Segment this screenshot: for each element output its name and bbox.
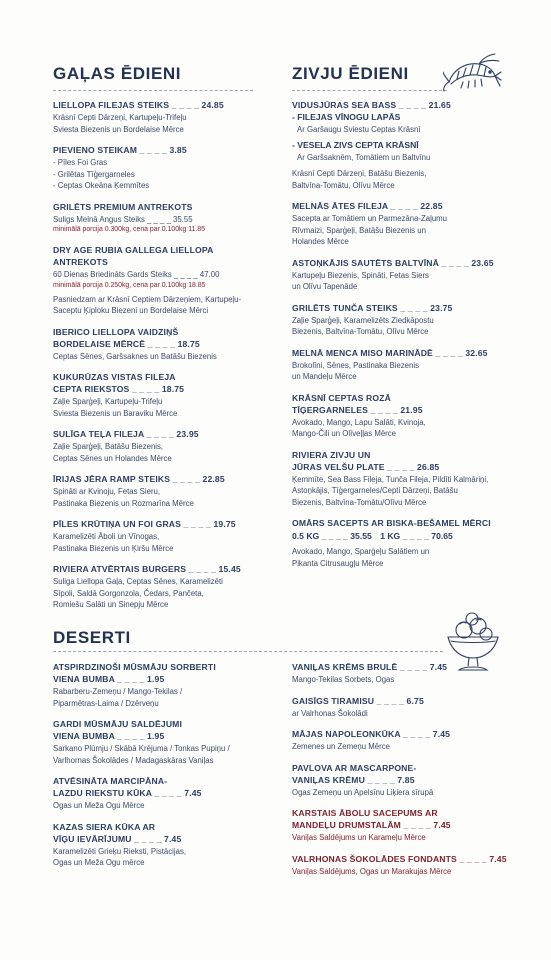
meat-column: [53, 99, 268, 620]
menu-item: [53, 718, 268, 766]
item-name: GRILĒTS PREMIUM ANTREKOTS: [53, 201, 193, 212]
item-desc: ar Valrhonas Šokolādi: [292, 708, 368, 718]
item-desc: Mango-Tekilas Sorbets, Ogas: [292, 675, 395, 684]
item-desc: Avokado, Mango, Lapu Salāti, Kvinoja, Mango-Čili un Olīveļļas Mērce: [292, 417, 426, 438]
menu-item: [292, 302, 517, 338]
item-name: ATVĒSINĀTA MARCIPĀNA- LAZDU RIEKSTU KŪKA _ _ _ _ 7.45: [53, 776, 202, 798]
item-option-desc: Ar Garšaugu Sviestu Ceptas Krāsnī: [297, 125, 421, 134]
item-name: KRĀSNĪ CEPTAS ROZĀ TĪĢERGARNELES _ _ _ _ 21.95: [292, 392, 423, 415]
item-desc: 60 Dienas Briedināts Gards Steiks _ _ _ _ 47.00: [53, 270, 220, 279]
menu-item: [292, 762, 517, 799]
item-name: PAVLOVA AR MASCARPONE- VANIĻAS KRĒMU _ _ _ _ 7.85: [292, 762, 417, 785]
item-desc: Zaļie Sparģeļi, Kartupeļu-Trifeļu Sviesta Biezenis un Baraviku Mērce: [53, 397, 178, 418]
meat-title-divider: [53, 90, 253, 91]
item-desc: Ceptas Sēnes, Garšsaknes un Batāšu Biezenis: [53, 351, 217, 361]
item-name: ASTOŅKĀJIS SAUTĒTS BALTVĪNĀ _ _ _ _ 23.65: [292, 257, 494, 268]
item-name: DRY AGE RUBIA GALLEGA LIELLOPA ANTREKOTS: [53, 245, 214, 267]
shrimp-icon: [443, 52, 503, 92]
item-name: PĪLES KRŪTIŅA UN FOI GRAS _ _ _ _ 19.75: [53, 519, 236, 529]
menu-item: [53, 201, 268, 236]
menu-item: [53, 99, 268, 135]
item-desc: Ķemmīte, Sea Bass Fileja, Tunča Fileja, Pildīti Kalmāriņi, Astoņkājis, Tīģergarneles/Cepti Dārzeņi, Batāšu Biezenis, Baltvīna-Tomātu/Olīvu Mērce: [292, 474, 489, 507]
item-name: GARDI MŪSMĀJU SALDĒJUMI VIENA BUMBA _ _ _ _ 1.95: [53, 719, 183, 741]
item-name: VANIĻAS KRĒMS BRULĒ _ _ _ _ 7.45: [292, 662, 448, 672]
item-desc: Karamelizēti Āboli un Vīnogas, Pastinaka Biezenis un Ķiršu Mērce: [53, 532, 174, 553]
item-desc: Sarkano Plūmju / Skābā Krējuma / Tonkas Pupiņu / Varlhornas Šokolādes / Madagaskāras Vaniļas: [53, 744, 230, 765]
item-name: OMĀRS SACEPTS AR BISKA-BEŠAMEL MĒRCI: [292, 518, 491, 528]
item-desc: Avokado, Mango, Sparģeļu Salātiem un Pikanta Citrusaugļu Mērce: [292, 547, 430, 568]
item-desc: Vaniļas Saldējums un Karameļu Mērce: [292, 833, 426, 842]
menu-item: [292, 517, 517, 569]
item-desc: Zaļie Sparģeļi, Karamelizēts Ziedkāpostu Biezenis, Baltvīna-Tomātu, Olīvu Mērce: [292, 315, 434, 336]
item-desc: Brokolīni, Sēnes, Pastinaka Biezenis un Mandeļu Mērce: [292, 360, 419, 381]
item-desc-extra: Pasniedzam ar Krāsnī Ceptiem Dārzeņiem, Kartupeļu- Saceptu Ķiploku Biezeni un Bordelaise Mērci: [53, 294, 242, 315]
item-desc: - Pīles Foi Gras - Grilētas Tīģergarneles - Ceptas Okeāna Ķemmītes: [53, 158, 150, 190]
item-name: MĀJAS NAPOLEONKŪKA _ _ _ _ 7.45: [292, 729, 451, 739]
item-name: MELNĀ MENCA MISO MARINĀDĒ _ _ _ _ 32.65: [292, 347, 488, 358]
item-name: VIDUSJŪRAS SEA BASS _ _ _ _ 21.65: [292, 100, 451, 110]
item-name: SULĪGA TEĻA FILEJA _ _ _ _ 23.95: [53, 429, 199, 439]
menu-item: [292, 257, 517, 293]
menu-item: [53, 518, 268, 554]
item-price-row: [292, 529, 517, 543]
item-name: ATSPIRDZINOŠI MŪSMĀJU SORBERTI VIENA BUMBA _ _ _ _ 1.95: [53, 662, 216, 684]
item-name: RIVIERA ATVĒRTAIS BURGERS _ _ _ _ 15.45: [53, 564, 241, 574]
desserts-left-column: [53, 661, 268, 878]
menu-item: [292, 695, 517, 720]
item-option-name: - VESELA ZIVS CEPTA KRĀSNĪ: [292, 139, 419, 150]
menu-item: [53, 661, 268, 709]
desserts-title-divider: [53, 651, 443, 652]
item-option-desc: Ar Garšsaknēm, Tomātiem un Baltvīnu: [297, 152, 431, 162]
item-desc: Ogas un Meža Ogu Mērce: [53, 801, 145, 810]
item-desc: Zemenes un Zemeņu Mērce: [292, 742, 390, 751]
item-desc: Zaļie Sparģeļi, Batāšu Biezenis, Ceptas Sēnes un Holandes Mērce: [53, 442, 172, 463]
item-name: PIEVIENO STEIKAM _ _ _ _ 3.85: [53, 145, 187, 155]
fish-section-title: ZIVJU ĒDIENI: [292, 64, 409, 83]
item-name: ĪRIJAS JĒRA RAMP STEIKS _ _ _ _ 22.85: [53, 474, 225, 484]
menu-item-featured: [292, 853, 517, 878]
menu-item: [292, 728, 517, 753]
menu-item: [292, 200, 517, 248]
item-name: RIVIERA ZIVJU UN JŪRAS VELŠU PLATE _ _ _ _ 26.85: [292, 449, 440, 472]
menu-item: [53, 144, 268, 192]
menu-item-featured: [292, 807, 517, 844]
item-note: minimālā porcija 0.300kg, cena par 0.100kg 11.85: [53, 226, 205, 233]
item-name: LIELLOPA FILEJAS STEIKS _ _ _ _ 24.85: [53, 100, 224, 110]
item-desc: Krāsnī Cepti Dārzeņi, Kartupeļu-Trifeļu Sviesta Biezenis un Bordelaise Mērce: [53, 113, 187, 134]
menu-item: [292, 392, 517, 440]
desserts-right-column: [292, 661, 517, 886]
item-name: VALRHONAS ŠOKOLĀDES FONDANTS _ _ _ _ 7.45: [292, 853, 507, 864]
item-name: KARSTAIS ĀBOLU SACEPUMS AR MANDEĻU DRUMSTALĀM _ _ _ _ 7.45: [292, 808, 451, 830]
menu-item: [292, 661, 517, 686]
menu-item: [292, 99, 517, 191]
menu-item: [53, 563, 268, 611]
item-name: KUKURŪZAS VISTAS FILEJA CEPTA RIEKSTOS _ _ _ _ 18.75: [53, 372, 185, 394]
item-name: GRILĒTS TUNČA STEIKS _ _ _ _ 23.75: [292, 302, 453, 313]
menu-item: [53, 821, 268, 869]
item-desc: Karamelizēti Grieķu Rieksti, Pistācijas, Ogas un Meža Ogu mērce: [53, 846, 187, 867]
item-desc: Rabarberu-Zemeņu / Mango-Tekilas / Piparmētras-Laima / Dzērveņu: [53, 687, 183, 708]
price-option: 1 KG _ _ _ _ 70.65: [380, 531, 453, 541]
item-desc: Vaniļas Saldējums, Ogas un Marakujas Mērce: [292, 866, 452, 876]
item-desc: Suliga Liellopa Gaļa, Ceptas Sēnes, Karamelizēti Sīpoli, Saldā Gorgonzola, Čedars, Pančeta, Romiešu Salāti un Sinepju Mērce: [53, 577, 223, 609]
item-name: KAZAS SIERA KŪKA AR VĪĢU IEVĀRĪJUMU _ _ _ _ 7.45: [53, 821, 182, 844]
item-desc: Suligs Melnā Angus Steiks _ _ _ _ 35.55: [53, 214, 193, 224]
meat-section-title: GAĻAS ĒDIENI: [53, 64, 182, 83]
menu-item: [53, 428, 268, 464]
menu-item: [53, 473, 268, 509]
menu-item: [53, 775, 268, 812]
item-desc: Spināti ar Kvinoju, Fetas Sieru, Pastinaka Biezenis un Rozmarīna Mērce: [53, 487, 194, 508]
menu-item: [53, 244, 268, 317]
item-name: MELNĀS ĀTES FILEJA _ _ _ _ 22.85: [292, 201, 443, 211]
item-note: minimālā porcija 0.250kg, cena par 0.100kg 18.85: [53, 281, 206, 289]
menu-item: [292, 449, 517, 509]
item-name: GAISĪGS TIRAMISU _ _ _ _ 6.75: [292, 695, 424, 706]
item-desc: Krāsnī Cepti Dārzeņi, Batāšu Biezenis, Baltvīna-Tomātu, Olīvu Mērce: [292, 169, 427, 190]
fish-title-divider: [292, 90, 447, 91]
item-desc: Kartupeļu Biezenis, Spināti, Fetas Siers un Olīvu Tapenāde: [292, 270, 429, 291]
menu-item: [53, 326, 268, 363]
item-option-name: - FILEJAS VĪNOGU LAPĀS: [292, 112, 401, 122]
menu-item: [292, 347, 517, 383]
price-option: 0.5 KG _ _ _ _ 35.55: [292, 531, 372, 541]
menu-item: [53, 371, 268, 419]
fish-column: [292, 99, 517, 578]
item-desc: Sacepta ar Tomātiem un Parmezāna-Zaļumu Rīvmaizi, Sparģeļi, Batāšu Biezenis un Holandes Mērce: [292, 214, 448, 246]
item-name: IBERICO LIELLOPA VAIDZIŅŠ BORDELAISE MĒRCĒ _ _ _ _ 18.75: [53, 326, 200, 349]
item-desc: Ogas Zemeņu un Apelsīnu Liķiera sīrupā: [292, 787, 434, 797]
desserts-section-title: DESERTI: [53, 628, 131, 647]
